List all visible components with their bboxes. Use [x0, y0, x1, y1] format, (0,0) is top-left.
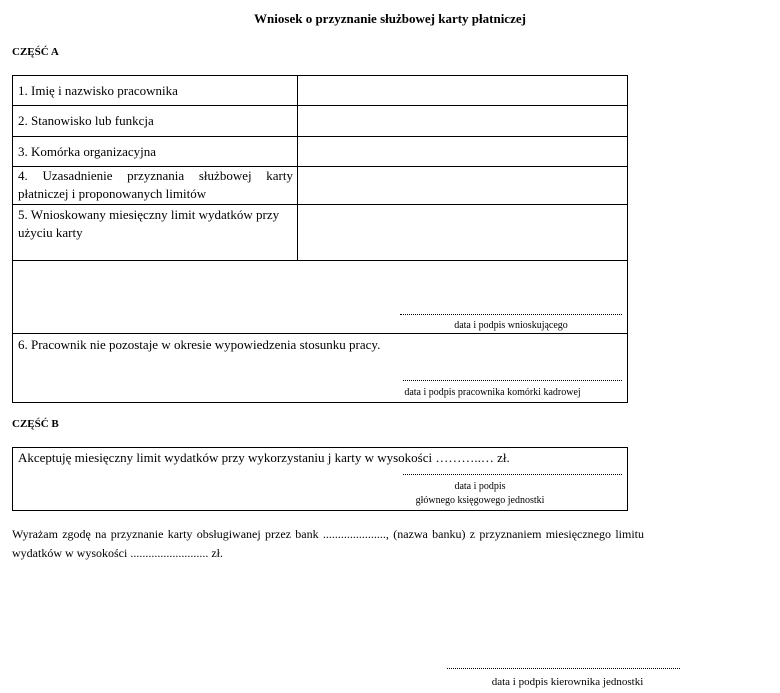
limit-acceptance-text: Akceptuję miesięczny limit wydatków przy wykorzystaniu j karty w wysokości ………..… zł.: [18, 450, 510, 465]
applicant-signature-caption: data i podpis wnioskującego: [454, 320, 568, 331]
employee-name-field[interactable]: [299, 76, 627, 105]
row-divider: [12, 333, 628, 334]
head-signature-line: [447, 668, 680, 669]
document-title: Wniosek o przyznanie służbowej karty płatniczej: [254, 11, 526, 26]
accountant-signature-line: [403, 474, 622, 475]
department-label: 3. Komórka organizacyjna: [18, 144, 157, 159]
accountant-caption-line1: data i podpis: [454, 481, 506, 492]
position-field[interactable]: [299, 106, 627, 136]
part-a-heading: CZĘŚĆ A: [12, 46, 59, 58]
head-signature-caption: data i podpis kierownika jednostki: [491, 676, 644, 688]
justification-label: 4. Uzasadnienie przyznania służbowej karty płatniczej i proponowanych limitów: [18, 168, 293, 201]
monthly-limit-label: 5. Wnioskowany miesięczny limit wydatków przy użyciu karty: [18, 207, 280, 240]
applicant-signature-line: [400, 314, 622, 315]
hr-signature-caption: data i podpis pracownika komórki kadrowej: [404, 387, 581, 398]
column-divider: [297, 75, 298, 261]
monthly-limit-field[interactable]: [299, 205, 627, 260]
employee-name-label: 1. Imię i nazwisko pracownika: [18, 83, 178, 98]
accountant-caption-line2: głównego księgowego jednostki: [415, 495, 545, 506]
no-notice-period-statement: 6. Pracownik nie pozostaje w okresie wypowiedzenia stosunku pracy.: [18, 337, 381, 352]
position-label: 2. Stanowisko lub funkcja: [18, 113, 154, 128]
consent-paragraph: Wyrażam zgodę na przyznanie karty obsługiwanej przez bank ....................., (nazwa banku) z przyznaniem miesięcznego limitu wydatków w wysokości .......................... zł.: [12, 527, 644, 560]
department-field[interactable]: [299, 137, 627, 166]
row-divider: [12, 260, 628, 261]
hr-signature-line: [403, 380, 622, 381]
justification-field[interactable]: [299, 167, 627, 204]
part-b-heading: CZĘŚĆ B: [12, 418, 59, 430]
